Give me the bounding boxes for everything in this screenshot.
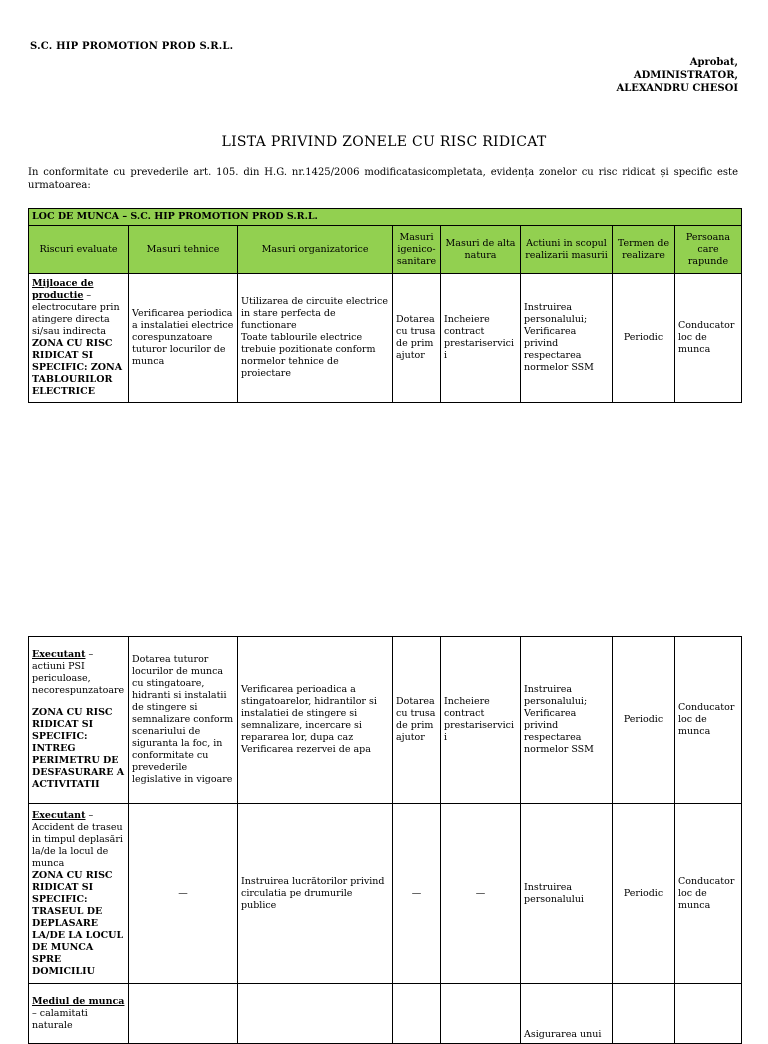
table-banner-row <box>29 209 742 226</box>
term-cell: Periodic <box>613 804 675 984</box>
term-cell: Periodic <box>613 274 675 403</box>
risk-title: Mediul de munca <box>32 995 125 1007</box>
risk-zone: ZONA CU RISC RIDICAT SI SPECIFIC: INTREG PERIMETRU DE DESFASURARE A ACTIVITATII <box>32 707 125 790</box>
document-title: LISTA PRIVIND ZONELE CU RISC RIDICAT <box>221 134 547 150</box>
hygienic-measures-cell <box>393 984 441 1044</box>
actions-cell: Asigurarea unui <box>521 984 613 1044</box>
term-cell: Periodic <box>613 637 675 804</box>
table-banner: LOC DE MUNCA – S.C. HIP PROMOTION PROD S.R.L. <box>29 209 742 226</box>
risk-zone: ZONA CU RISC RIDICAT SI SPECIFIC: ZONA TABLOURILOR ELECTRICE <box>32 338 123 397</box>
risk-zone: ZONA CU RISC RIDICAT SI SPECIFIC: TRASEUL DE DEPLASARE LA/DE LA LOCUL DE MUNCA SPRE DOMICILIU <box>32 869 124 977</box>
risk-title: Executant <box>32 809 86 821</box>
risk-description: – electrocutare prin atingere directa si/sau indirecta <box>32 290 120 337</box>
risk-description: – Accident de traseu in timpul deplasări la/de la locul de munca <box>32 809 123 869</box>
organizational-measures-cell: Utilizarea de circuite electrice in stare perfecta de functionare Toate tablourile electrice trebuie pozitionate conform normelor tehnice de proiectare <box>238 274 393 403</box>
hygienic-measures-cell: Dotarea cu trusa de prim ajutor <box>393 637 441 804</box>
organizational-measures-cell <box>238 984 393 1044</box>
risk-description: – actiuni PSI periculoase, necorespunzatoare <box>32 649 125 696</box>
hygienic-measures-cell: — <box>393 804 441 984</box>
hygienic-measures-cell: Dotarea cu trusa de prim ajutor <box>393 274 441 403</box>
header-cell: Persoana care rapunde <box>675 226 742 274</box>
technical-measures-cell: — <box>129 804 238 984</box>
other-measures-cell: — <box>441 804 521 984</box>
term-cell <box>613 984 675 1044</box>
header-cell: Masuri tehnice <box>129 226 238 274</box>
risk-cell <box>29 984 129 1044</box>
approval-role: ADMINISTRATOR, <box>633 70 738 81</box>
company-name: S.C. HIP PROMOTION PROD S.R.L. <box>30 41 234 52</box>
actions-cell: Instruirea personalului; Verificarea privind respectarea normelor SSM <box>521 274 613 403</box>
table-row <box>29 804 742 984</box>
other-measures-cell: Incheiere contract prestariservicii <box>441 274 521 403</box>
header-cell: Masuri de alta natura <box>441 226 521 274</box>
responsible-cell <box>675 984 742 1044</box>
header-cell: Masuri igenico-sanitare <box>393 226 441 274</box>
risk-cell <box>29 274 129 403</box>
actions-cell: Instruirea personalului <box>521 804 613 984</box>
header-cell: Masuri organizatorice <box>238 226 393 274</box>
risk-cell <box>29 637 129 804</box>
responsible-cell: Conducator loc de munca <box>675 637 742 804</box>
technical-measures-cell: Dotarea tuturor locurilor de munca cu stingatoare, hidranti si instalatii de stingere si semnalizare conform scenariului de siguranta la foc, in conformitate cu prevederile legislative in vigoare <box>129 637 238 804</box>
technical-measures-cell <box>129 984 238 1044</box>
technical-measures-cell: Verificarea periodica a instalatiei electrice corespunzatoare tuturor locurilor de munca <box>129 274 238 403</box>
organizational-measures-cell: Verificarea perioadica a stingatoarelor, hidrantilor si instalatiei de stingere si semnalizare, incercare si repararea lor, dupa caz Verificarea rezervei de apa <box>238 637 393 804</box>
header-cell: Riscuri evaluate <box>29 226 129 274</box>
table-header-row <box>29 226 742 274</box>
risk-description: – calamitati naturale <box>32 1007 88 1031</box>
risk-title: Mijloace de productie <box>32 278 94 301</box>
actions-cell: Instruirea personalului; Verificarea privind respectarea normelor SSM <box>521 637 613 804</box>
approval-person: ALEXANDRU CHESOI <box>616 83 738 94</box>
header-cell: Termen de realizare <box>613 226 675 274</box>
risk-cell <box>29 804 129 984</box>
responsible-cell: Conducator loc de munca <box>675 274 742 403</box>
header-cell: Actiuni in scopul realizarii masurii <box>521 226 613 274</box>
risk-title: Executant <box>32 649 86 660</box>
other-measures-cell <box>441 984 521 1044</box>
organizational-measures-cell: Instruirea lucrătorilor privind circulatia pe drumurile publice <box>238 804 393 984</box>
risk-table-continued <box>28 636 742 1044</box>
table-row <box>29 984 742 1044</box>
approval-block <box>616 56 738 95</box>
intro-paragraph: In conformitate cu prevederile art. 105. din H.G. nr.1425/2006 modificatasicompletata, evidența zonelor cu risc ridicat și specific este urmatoarea: <box>28 167 738 191</box>
other-measures-cell: Incheiere contract prestariservicii <box>441 637 521 804</box>
approval-line: Aprobat, <box>689 57 738 68</box>
table-row <box>29 637 742 804</box>
table-row <box>29 274 742 403</box>
risk-table <box>28 208 742 403</box>
responsible-cell: Conducator loc de munca <box>675 804 742 984</box>
